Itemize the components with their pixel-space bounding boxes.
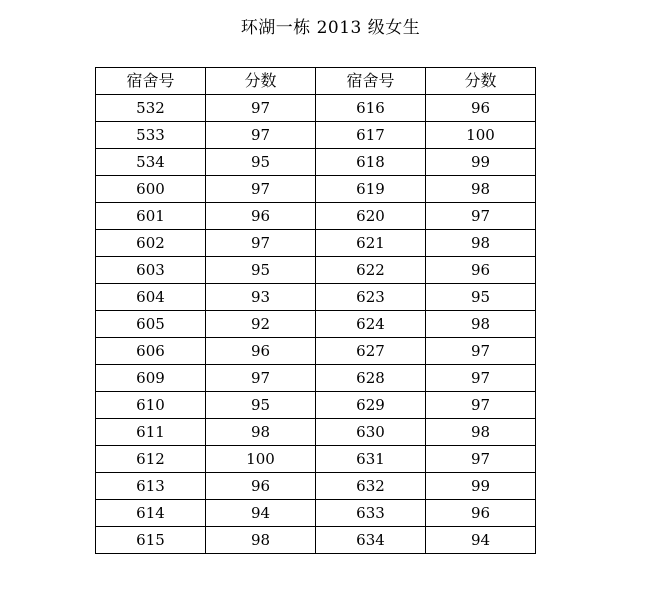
score-cell: 95 bbox=[206, 257, 316, 284]
header-score-right: 分数 bbox=[426, 68, 536, 95]
table-row bbox=[96, 149, 536, 176]
dorm-number-cell: 601 bbox=[96, 203, 206, 230]
dorm-score-table bbox=[95, 67, 536, 554]
dorm-number-cell: 611 bbox=[96, 419, 206, 446]
table-row bbox=[96, 446, 536, 473]
table-row bbox=[96, 419, 536, 446]
dorm-number-cell: 606 bbox=[96, 338, 206, 365]
dorm-number-cell: 615 bbox=[96, 527, 206, 554]
dorm-number-cell: 630 bbox=[316, 419, 426, 446]
score-cell: 96 bbox=[206, 338, 316, 365]
dorm-number-cell: 600 bbox=[96, 176, 206, 203]
score-cell: 95 bbox=[206, 149, 316, 176]
table-row bbox=[96, 311, 536, 338]
dorm-number-cell: 627 bbox=[316, 338, 426, 365]
table-row bbox=[96, 500, 536, 527]
dorm-number-cell: 610 bbox=[96, 392, 206, 419]
table-row bbox=[96, 176, 536, 203]
score-cell: 97 bbox=[206, 176, 316, 203]
dorm-number-cell: 602 bbox=[96, 230, 206, 257]
dorm-number-cell: 605 bbox=[96, 311, 206, 338]
table-row bbox=[96, 95, 536, 122]
dorm-number-cell: 623 bbox=[316, 284, 426, 311]
table-row bbox=[96, 203, 536, 230]
dorm-number-cell: 619 bbox=[316, 176, 426, 203]
dorm-number-cell: 618 bbox=[316, 149, 426, 176]
header-dorm-number-left: 宿舍号 bbox=[96, 68, 206, 95]
dorm-number-cell: 617 bbox=[316, 122, 426, 149]
score-cell: 98 bbox=[426, 419, 536, 446]
dorm-number-cell: 624 bbox=[316, 311, 426, 338]
dorm-number-cell: 631 bbox=[316, 446, 426, 473]
score-cell: 95 bbox=[206, 392, 316, 419]
table-row bbox=[96, 230, 536, 257]
dorm-number-cell: 603 bbox=[96, 257, 206, 284]
score-cell: 96 bbox=[426, 95, 536, 122]
score-cell: 97 bbox=[426, 392, 536, 419]
table-row bbox=[96, 365, 536, 392]
table-row bbox=[96, 284, 536, 311]
dorm-number-cell: 612 bbox=[96, 446, 206, 473]
header-dorm-number-right: 宿舍号 bbox=[316, 68, 426, 95]
score-cell: 95 bbox=[426, 284, 536, 311]
page-title: 环湖一栋 2013 级女生 bbox=[240, 18, 421, 38]
dorm-number-cell: 534 bbox=[96, 149, 206, 176]
score-cell: 94 bbox=[206, 500, 316, 527]
dorm-number-cell: 532 bbox=[96, 95, 206, 122]
score-cell: 94 bbox=[426, 527, 536, 554]
table-row bbox=[96, 122, 536, 149]
header-score-left: 分数 bbox=[206, 68, 316, 95]
table-header-row bbox=[96, 68, 536, 95]
dorm-number-cell: 634 bbox=[316, 527, 426, 554]
table-row bbox=[96, 473, 536, 500]
score-cell: 100 bbox=[426, 122, 536, 149]
dorm-number-cell: 604 bbox=[96, 284, 206, 311]
score-cell: 92 bbox=[206, 311, 316, 338]
score-cell: 98 bbox=[206, 419, 316, 446]
score-cell: 99 bbox=[426, 149, 536, 176]
dorm-number-cell: 609 bbox=[96, 365, 206, 392]
dorm-number-cell: 533 bbox=[96, 122, 206, 149]
dorm-number-cell: 629 bbox=[316, 392, 426, 419]
dorm-number-cell: 628 bbox=[316, 365, 426, 392]
dorm-number-cell: 614 bbox=[96, 500, 206, 527]
dorm-number-cell: 620 bbox=[316, 203, 426, 230]
score-cell: 97 bbox=[426, 365, 536, 392]
score-cell: 97 bbox=[206, 122, 316, 149]
dorm-number-cell: 632 bbox=[316, 473, 426, 500]
dorm-number-cell: 622 bbox=[316, 257, 426, 284]
dorm-number-cell: 621 bbox=[316, 230, 426, 257]
score-cell: 98 bbox=[426, 176, 536, 203]
score-cell: 98 bbox=[426, 311, 536, 338]
table-row bbox=[96, 257, 536, 284]
table-row bbox=[96, 338, 536, 365]
table-row bbox=[96, 392, 536, 419]
score-cell: 96 bbox=[426, 257, 536, 284]
score-cell: 96 bbox=[206, 473, 316, 500]
score-cell: 97 bbox=[426, 203, 536, 230]
dorm-number-cell: 616 bbox=[316, 95, 426, 122]
score-cell: 93 bbox=[206, 284, 316, 311]
score-cell: 98 bbox=[206, 527, 316, 554]
score-cell: 97 bbox=[206, 365, 316, 392]
score-cell: 96 bbox=[206, 203, 316, 230]
score-cell: 97 bbox=[426, 446, 536, 473]
dorm-number-cell: 633 bbox=[316, 500, 426, 527]
score-cell: 100 bbox=[206, 446, 316, 473]
score-cell: 97 bbox=[206, 230, 316, 257]
table-body bbox=[96, 95, 536, 554]
score-cell: 98 bbox=[426, 230, 536, 257]
score-cell: 97 bbox=[426, 338, 536, 365]
score-cell: 96 bbox=[426, 500, 536, 527]
dorm-number-cell: 613 bbox=[96, 473, 206, 500]
table-row bbox=[96, 527, 536, 554]
score-cell: 97 bbox=[206, 95, 316, 122]
score-cell: 99 bbox=[426, 473, 536, 500]
